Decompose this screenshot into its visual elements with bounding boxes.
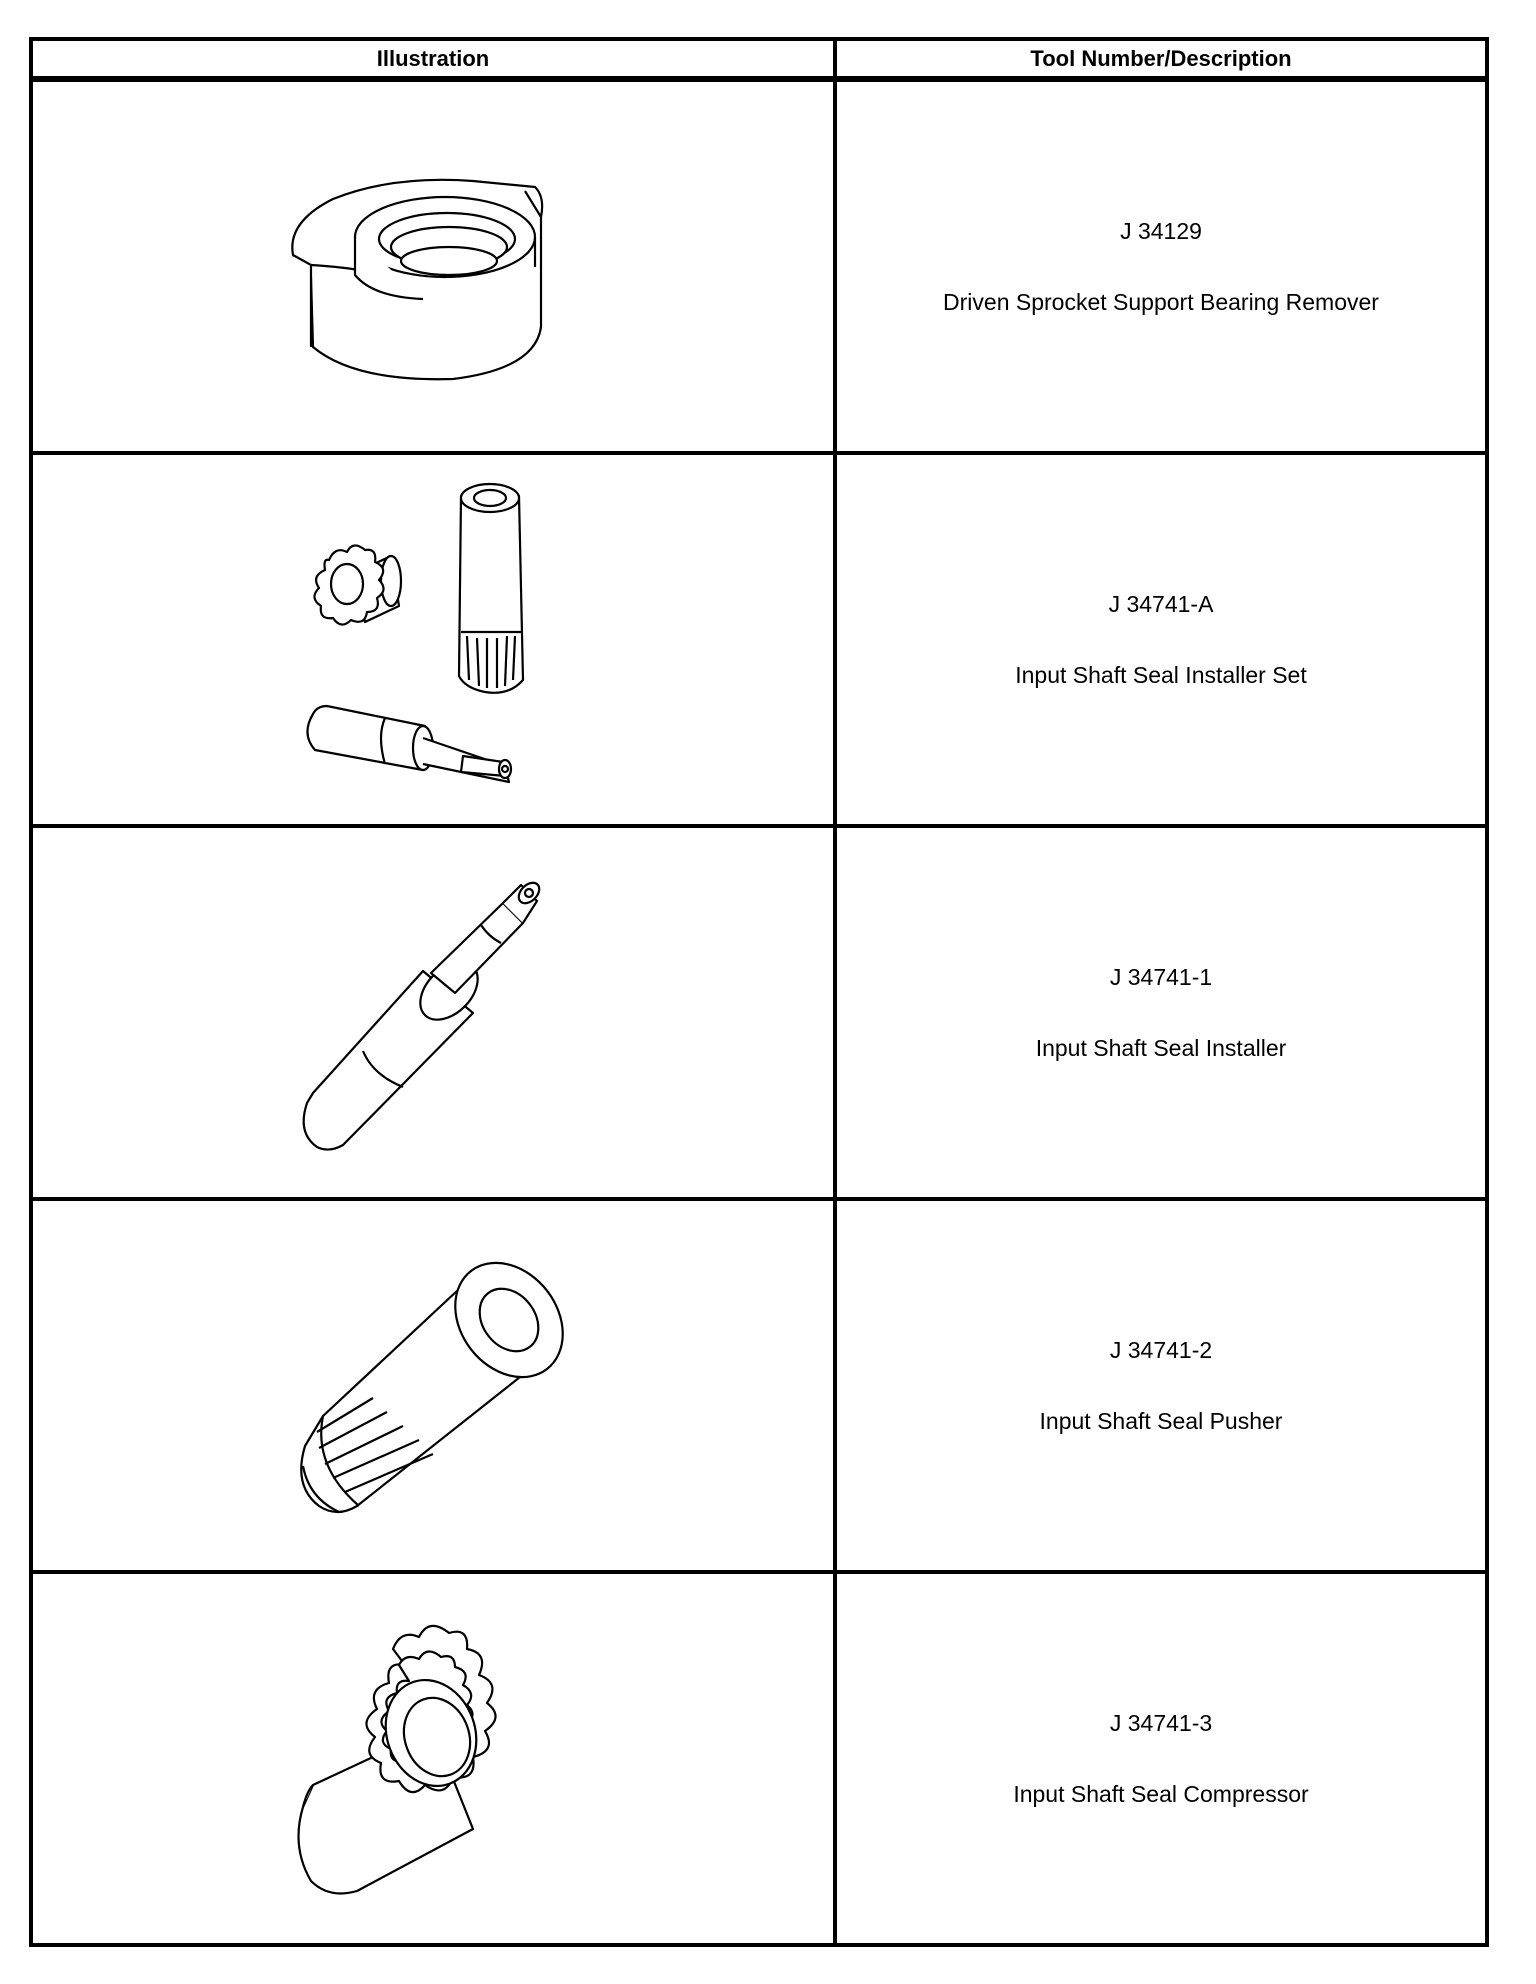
illustration-cell [31,826,835,1199]
header-row [31,39,1487,79]
tool-description: Input Shaft Seal Installer Set [1015,661,1307,688]
tool-description: Input Shaft Seal Installer [1035,1034,1287,1061]
tool-row [31,453,1487,826]
tool-description: Driven Sprocket Support Bearing Remover [943,288,1379,315]
illustration-cell [31,1572,835,1945]
tool-row [31,79,1487,453]
illustration-header: Illustration [31,39,835,79]
tool-number: J 34741-1 [1109,963,1213,990]
tool-number: J 34741-2 [1109,1336,1213,1363]
tool-row [31,1572,1487,1945]
bearing-remover-icon [273,147,593,387]
description-cell [835,79,1487,453]
illustration-cell [31,1199,835,1572]
illustration-cell [31,79,835,453]
description-cell [835,453,1487,826]
description-cell [835,1199,1487,1572]
tool-number: J 34129 [1120,217,1202,244]
seal-installer-icon [273,863,593,1163]
seal-compressor-icon [273,1609,593,1909]
seal-installer-set-icon [273,480,593,800]
tool-description: Input Shaft Seal Pusher [1039,1407,1283,1434]
tool-row [31,826,1487,1199]
tool-number: J 34741-A [1108,590,1214,617]
description-cell [835,826,1487,1199]
description-cell [835,1572,1487,1945]
tool-description: Input Shaft Seal Compressor [1013,1780,1309,1807]
tool-header: Tool Number/Description [835,39,1487,79]
tool-row [31,1199,1487,1572]
tool-number: J 34741-3 [1109,1709,1213,1736]
special-tools-table [29,37,1489,1947]
illustration-cell [31,453,835,826]
seal-pusher-icon [273,1236,593,1536]
